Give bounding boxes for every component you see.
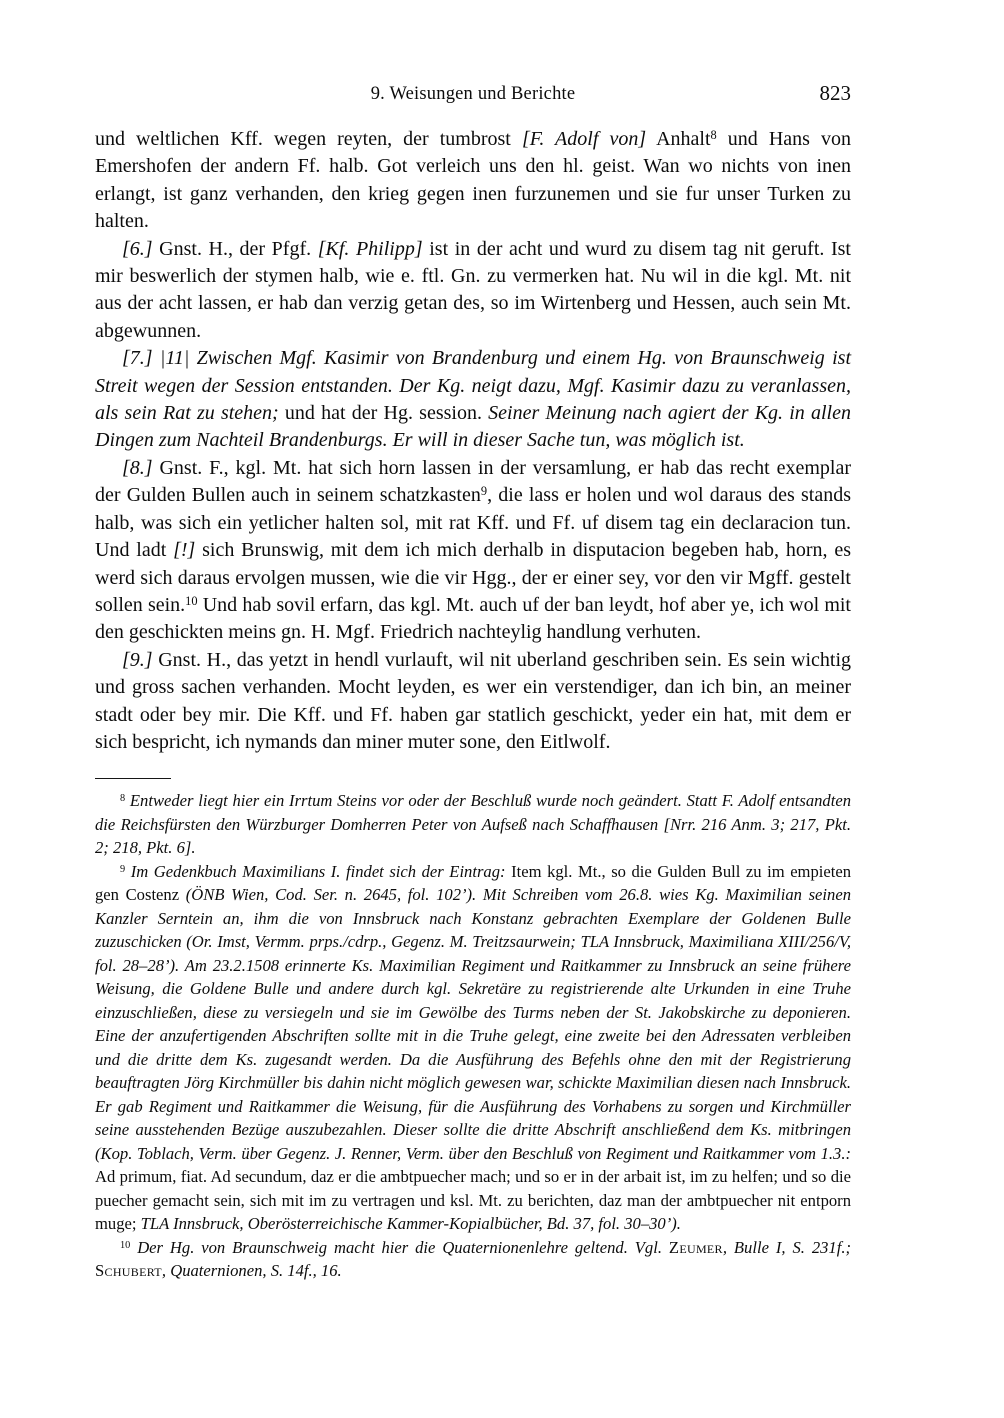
footnote-marker-superscript: 8 xyxy=(710,128,717,143)
text-segment: Schubert xyxy=(95,1261,162,1281)
text-segment: Item kgl. Mt., so die Gulden Bull zu im empieten gen Costenz xyxy=(95,861,852,905)
paragraph-continuation xyxy=(95,126,851,236)
text-segment: Seiner Meinung nach agiert der Kg. in allen Dingen zum Nachteil Brandenburgs. Er will in dieser Sache tun, was möglich ist. xyxy=(95,402,851,452)
text-segment: und weltlichen Kff. wegen reyten, der tumbrost xyxy=(95,128,522,150)
page-header xyxy=(95,81,851,110)
text-segment: Gnst. H., das yetzt in hendl vurlauft, wil nit uberland geschriben sein. Es sein wichtig und gross sachen verhanden. Mocht leyden, es wer ein verstendiger, dan ich bin, an meiner stadt oder bey mir. Die Kff. und Ff. haben gar statlich geschickt, yeder ein hat, mit dem er sich bespricht, ich nymands dan miner muter sone, den Eitlwolf. xyxy=(95,648,851,753)
text-segment: [9.] xyxy=(122,648,153,671)
text-segment: , Bulle I, S. 231f.; xyxy=(722,1237,851,1257)
footnote-marker-superscript: 9 xyxy=(480,484,488,499)
text-segment: [Kf. Philipp] xyxy=(317,237,423,260)
footnote-separator-rule xyxy=(95,778,171,779)
footnote-8 xyxy=(95,789,851,860)
text-segment: und Hans von Emershofen der andern Ff. halb. Got verleich uns den hl. geist. Wan wo nichts von inen erlangt, ist ganz verhanden, den krieg gegen inen furzunemen und sie fur unser Turken zu halten. xyxy=(95,128,851,233)
footnote-marker-superscript: 9 xyxy=(120,863,126,875)
text-segment: Gnst. H., der Pfgf. xyxy=(152,237,318,260)
text-segment: TLA Innsbruck, Oberösterreichische Kammer-Kopialbücher, Bd. 37, fol. 30–30’). xyxy=(140,1214,681,1234)
text-segment: [!] xyxy=(173,539,196,562)
text-segment: Der Hg. von Braunschweig macht hier die Quaternionenlehre geltend. Vgl. xyxy=(130,1237,669,1257)
text-segment: [7.] |11| Zwischen Mgf. Kasimir von Brandenburg und einem Hg. von Braunschweig ist Streit wegen der Session entstanden. Der Kg. neigt dazu, Mgf. Kasimir dazu zu veranlassen, als sein Rat zu stehen; xyxy=(95,347,851,425)
paragraph-item-6 xyxy=(95,236,851,346)
text-segment: Ad primum, fiat. Ad secundum, daz er die ambtpuecher mach; und so er in der arbait ist, im zu helfen; und so die puecher gemacht sein, sich mit im zu vertragen und ksl. Mt. zu berichten, daz man der ambtpuecher nit entporn muge; xyxy=(95,1167,851,1234)
paragraph-item-9 xyxy=(95,647,851,757)
text-segment: [F. Adolf von] xyxy=(521,128,647,150)
text-segment: , die lass er holen und wol daraus des stands halb, was sich ein yetlicher halten sol, mit rat Kff. und Ff. uf disem tag ein declaracion tun. Und ladt xyxy=(95,484,851,562)
text-segment: sich Brunswig, mit dem ich mich derhalb in disputacion begeben hab, horn, es werd sich daraus ervolgen mussen, wie die vir Hgg., der er einer sey, vor den vir Mgff. gestelt sollen sein. xyxy=(95,539,852,616)
text-segment: [6.] xyxy=(122,237,153,260)
text-segment: , Quaternionen, S. 14f., 16. xyxy=(161,1261,342,1281)
text-segment: Und hab sovil erfarn, das kgl. Mt. auch uf der ban leydt, hof aber ye, ich wol mit den geschickten meins gn. H. Mgf. Friedrich nachteylig handlung verhuten. xyxy=(95,593,851,644)
footnote-marker-superscript: 8 xyxy=(120,793,126,805)
footnote-10 xyxy=(95,1236,851,1283)
text-segment: Anhalt xyxy=(646,128,711,150)
text-segment: ist in der acht und wurd zu disem tag nit geruft. Ist mir beswerlich der stymen halb, wie e. ftl. Gn. zu vermerken hat. Nu wil in die kgl. Mt. nit aus der acht lassen, er hab dan verzig getan des, so im Wirtenberg und Hessen, auch sein Mt. abgewunnen. xyxy=(95,237,851,342)
footnote-marker-superscript: 10 xyxy=(185,593,198,608)
text-segment: Zeumer xyxy=(668,1237,723,1257)
footnote-marker-superscript: 10 xyxy=(120,1239,131,1251)
text-segment: und hat der Hg. session. xyxy=(278,402,489,425)
paragraph-item-7 xyxy=(95,345,851,455)
text-segment: Im Gedenkbuch Maximilians I. findet sich der Eintrag: xyxy=(125,861,512,881)
running-header-title: 9. Weisungen und Berichte xyxy=(370,84,576,104)
paragraph-item-8 xyxy=(95,455,851,647)
text-segment: Entweder liegt hier ein Irrtum Steins vor oder der Beschluß wurde noch geändert. Statt F. Adolf entsandten die Reichsfürsten den Würzburger Domherren Peter von Aufseß nach Schaffhausen [Nrr. 216 Anm. 3; 217, Pkt. 2; 218, Pkt. 6]. xyxy=(95,791,851,858)
main-text-block xyxy=(95,126,851,756)
text-segment: (ÖNB Wien, Cod. Ser. n. 2645, fol. 102’). Mit Schreiben vom 26.8. wies Kg. Maximilian seinen Kanzler Serntein an, ihm die von Innsbruck nach Konstanz gebrachten Exemplare der Goldenen Bulle zuzuschicken (Or. Imst, Vermm. prps./cdrp., Gegenz. M. Treitzsaurwein; TLA Innsbruck, Maximiliana XIII/256/V, fol. 28–28’). Am 23.2.1508 erinnerte Ks. Maximilian Regiment und Raitkammer zu Innsbruck an seine frühere Weisung, die Goldene Bulle und andere durch kgl. Sekretäre zu registrierende alte Urkunden in eine Truhe einzuschließen, diese zu versiegeln und sie im Gewölbe des Turms neben der St. Jakobskirche zu deponieren. Eine der anzufertigenden Abschriften sollte mit in die Truhe gelegt, eine zweite bei den Adressaten verbleiben und die dritte dem Ks. zugesandt werden. Da die Ausführung des Befehls ohne den mit der Registrierung beauftragten Jörg Kirchmüller bis dahin nicht möglich gewesen war, schickte Maximilian diesen nach Innsbruck. Er gab Regiment und Raitkammer die Weisung, für die Ausführung des Vorhabens zu sorgen und Kirchmüller seine ausstehenden Bezüge auszubezahlen. Dieser sollte die dritte Abschrift anschließend dem Ks. mitbringen (Kop. Toblach, Verm. über Gegenz. J. Renner, Verm. über den Beschluß von Regiment und Raitkammer vom 1.3.: xyxy=(95,885,851,1163)
footnote-9 xyxy=(95,860,851,1236)
footnotes-section xyxy=(95,778,851,1283)
text-segment: [8.] xyxy=(122,456,153,479)
page-number: 823 xyxy=(819,81,851,105)
text-segment: Gnst. F., kgl. Mt. hat sich horn lassen in der versamlung, er hab das recht exemplar der Gulden Bullen auch in seinem schatzkasten xyxy=(95,456,851,507)
